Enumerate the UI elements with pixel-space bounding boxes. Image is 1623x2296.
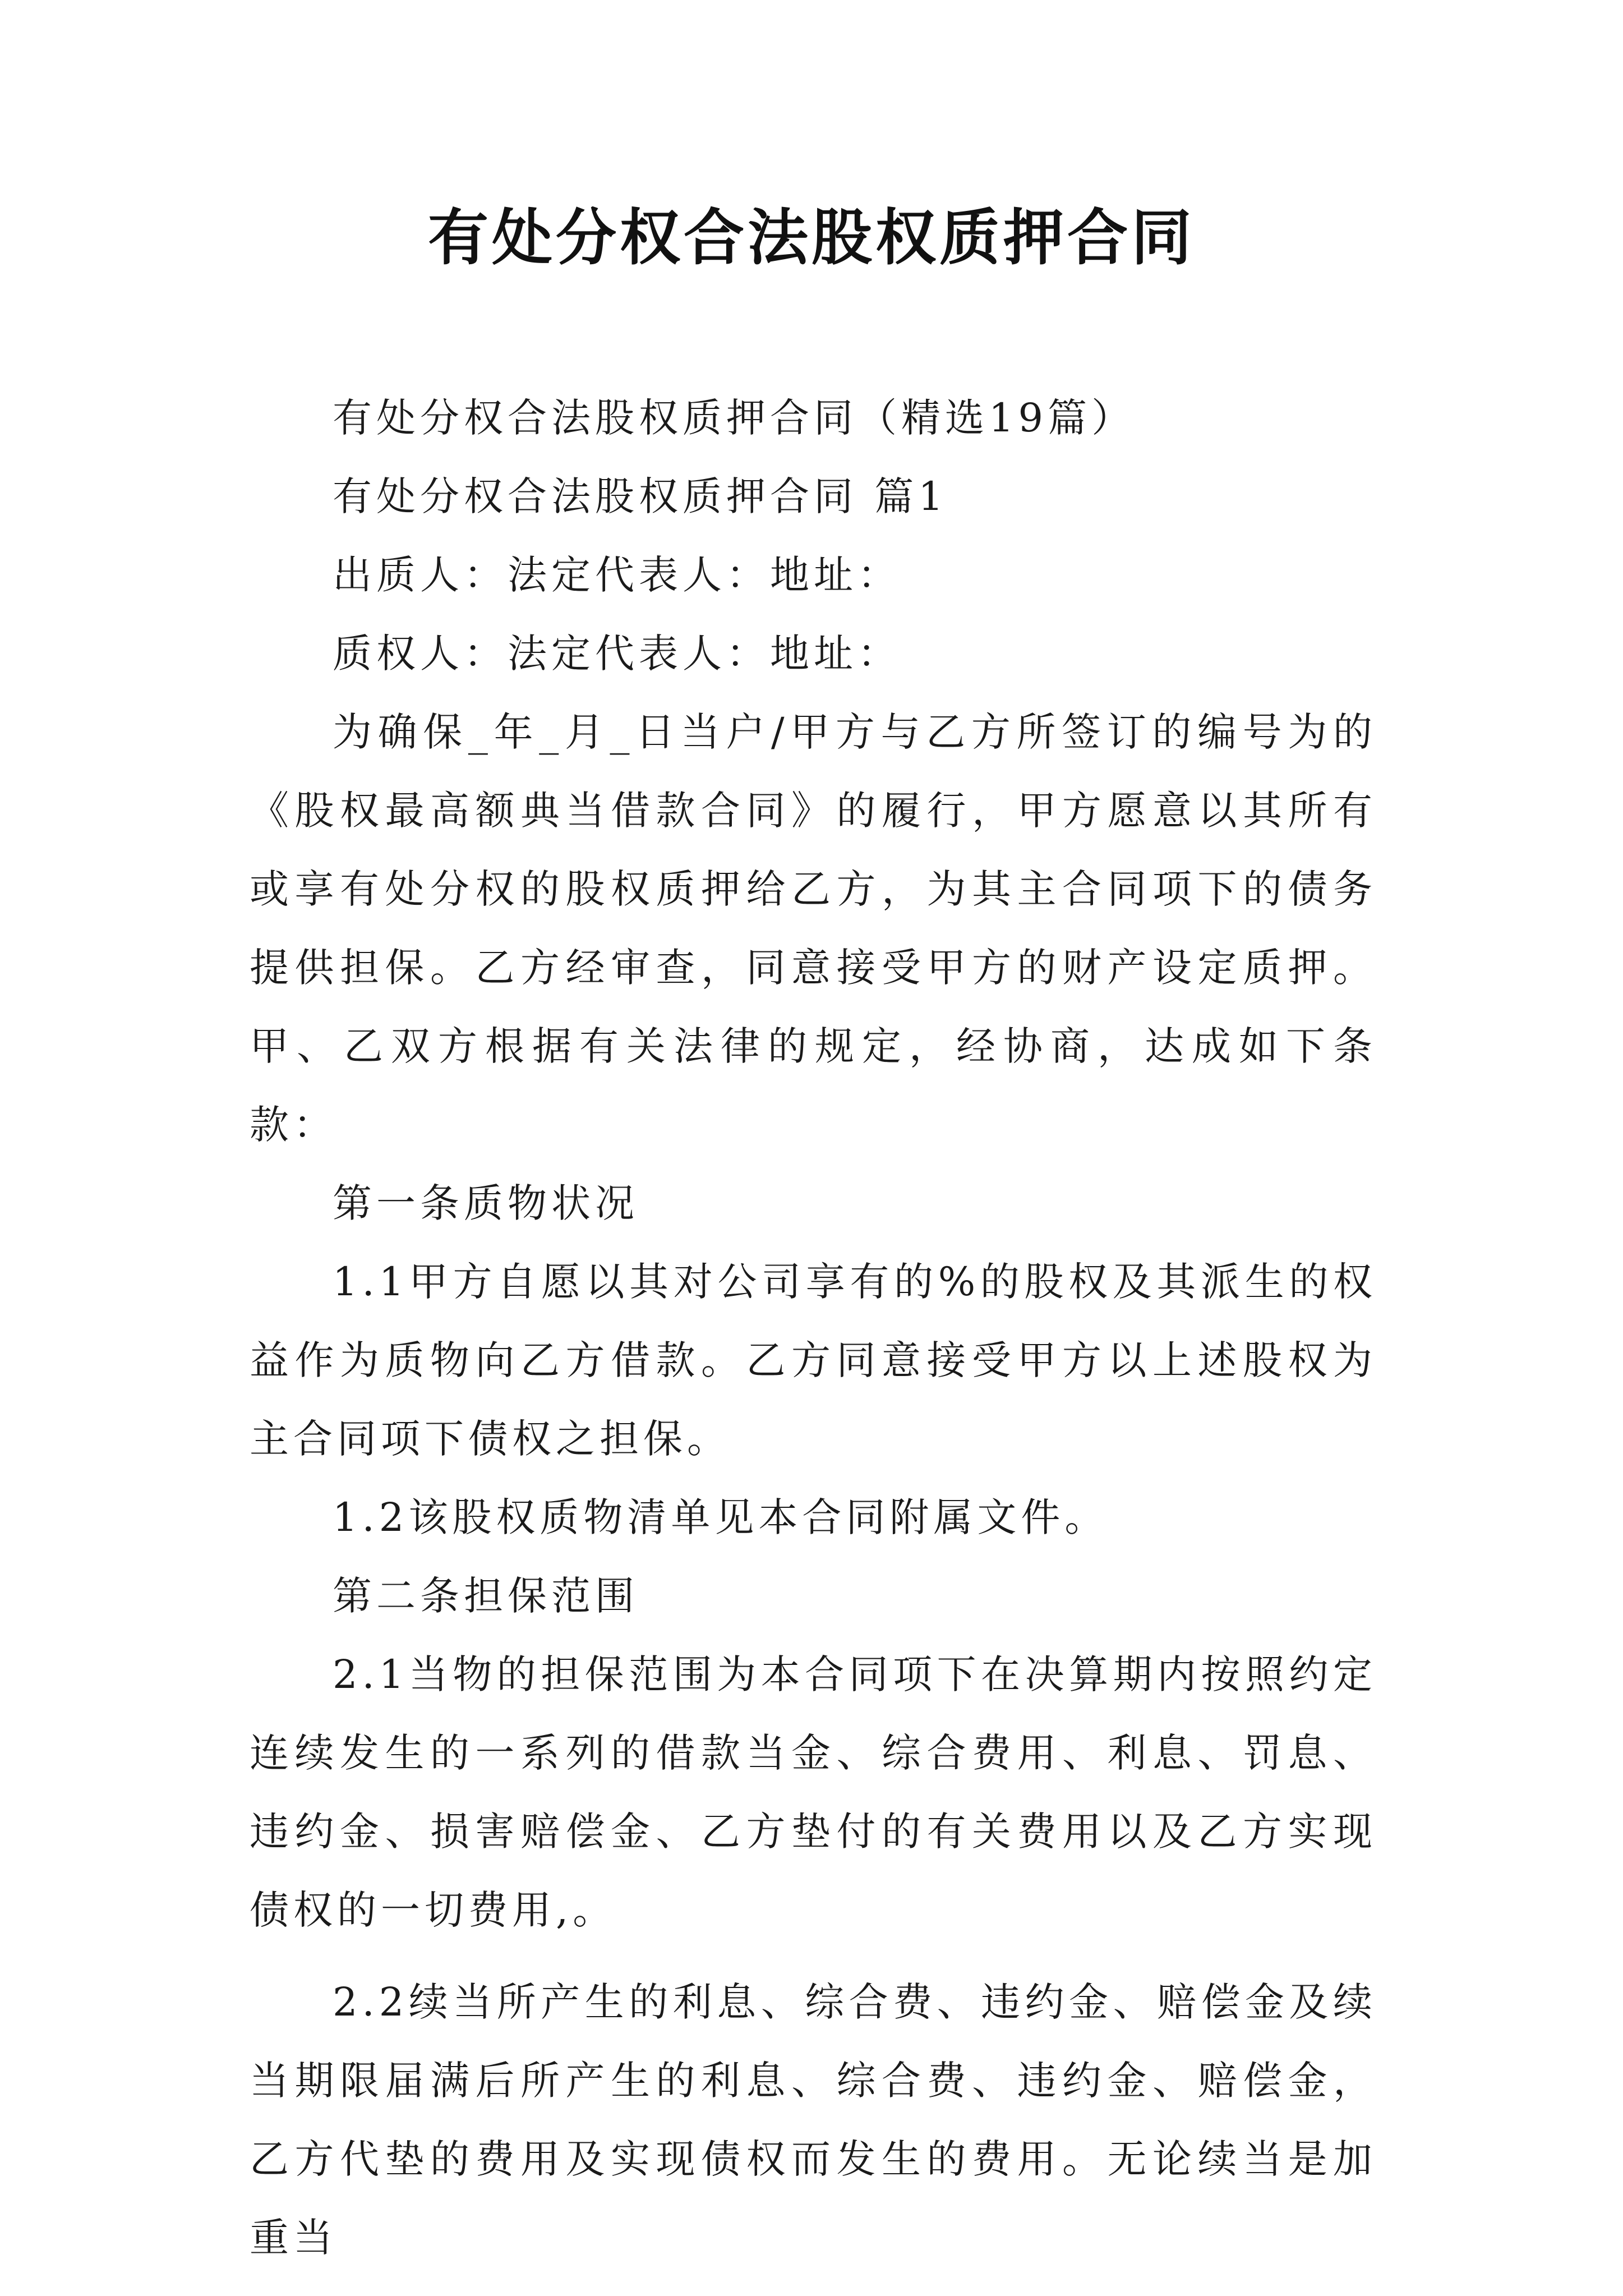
paragraph-clause-1-2: 1.2该股权质物清单见本合同附属文件。 xyxy=(333,1494,1109,1540)
paragraph-clause-2-1: 2.1当物的担保范围为本合同项下在决算期内按照约定连续发生的一系列的借款当金、综合费用、利息、罚息、违约金、损害赔偿金、乙方垫付的有关费用以及乙方实现债权的一切费用,。 xyxy=(250,1651,1377,1933)
paragraph-clause-2-2: 2.2续当所产生的利息、综合费、违约金、赔偿金及续当期限届满后所产生的利息、综合费、违约金、赔偿金，乙方代垫的费用及实现债权而发生的费用。无论续当是加重当 xyxy=(250,1979,1377,2261)
paragraph-pledgee: 质权人：法定代表人：地址： xyxy=(333,631,901,677)
paragraph-preamble: 为确保_年_月_日当户/甲方与乙方所签订的编号为的《股权最高额典当借款合同》的履行，甲方愿意以其所有或享有处分权的股权质押给乙方，为其主合同项下的债务提供担保。乙方经审查，同意接受甲方的财产设定质押。甲、乙双方根据有关法律的规定，经协商，达成如下条款： xyxy=(250,709,1377,1148)
paragraph-clause-1-1: 1.1甲方自愿以其对公司享有的%的股权及其派生的权益作为质物向乙方借款。乙方同意接受甲方以上述股权为主合同项下债权之担保。 xyxy=(250,1259,1377,1462)
paragraph-collection-heading: 有处分权合法股权质押合同（精选19篇） xyxy=(333,395,1136,441)
document-title: 有处分权合法股权质押合同 xyxy=(427,203,1195,273)
paragraph-article-heading: 有处分权合法股权质押合同 篇1 xyxy=(333,473,948,519)
paragraph-section-2-heading: 第二条担保范围 xyxy=(333,1573,639,1619)
paragraph-pledgor: 出质人：法定代表人：地址： xyxy=(333,552,901,598)
document-body xyxy=(250,379,1377,2277)
paragraph-section-1-heading: 第一条质物状况 xyxy=(333,1180,639,1226)
